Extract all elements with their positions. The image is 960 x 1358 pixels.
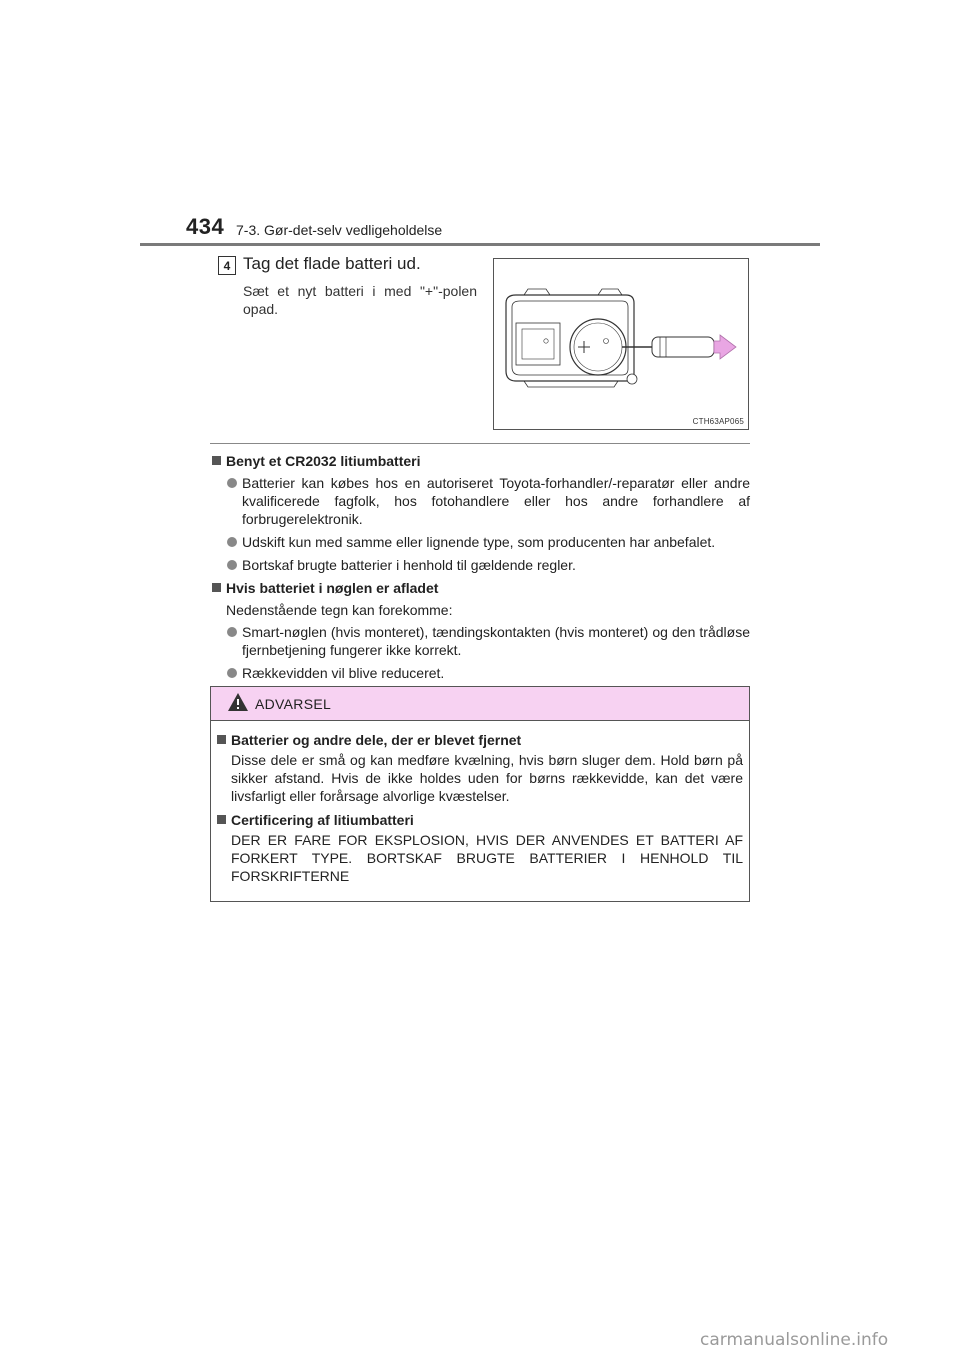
watermark: carmanualsonline.info (700, 1330, 889, 1350)
step-badge: 4 (218, 256, 236, 275)
notes-section (210, 452, 750, 687)
screwdriver-handle (652, 337, 714, 357)
step-description: Sæt et nyt batteri i med "+"-polen opad. (243, 283, 477, 317)
figure-code: CTH63AP065 (692, 417, 744, 426)
warning-label: ADVARSEL (255, 696, 332, 712)
list-item: Batterier kan købes hos en autoriseret Toyota-forhandler/-reparatør eller andre kvalificerede fagfolk, hos fotohandlere eller hos andre forhandlere af forbrugerelektronik. (210, 474, 750, 528)
header-rule (140, 243, 820, 246)
warning-item-heading: Certificering af litiumbatteri (211, 811, 743, 829)
step-title: Tag det flade batteri ud. (243, 254, 421, 273)
direction-arrow (714, 335, 736, 359)
section-heading: Benyt et CR2032 litiumbatteri (210, 452, 750, 470)
battery-removal-figure (493, 258, 749, 430)
warning-item-heading: Batterier og andre dele, der er blevet fjernet (211, 731, 743, 749)
list-item: Udskift kun med samme eller lignende type, som producenten har anbefalet. (210, 533, 750, 551)
page-number: 434 (186, 214, 225, 239)
list-item: Bortskaf brugte batterier i henhold til gældende regler. (210, 556, 750, 574)
warning-box (210, 686, 750, 902)
list-item: Smart-nøglen (hvis monteret), tændingskontakten (hvis monteret) og den trådløse fjernbetjening fungerer ikke korrekt. (210, 623, 750, 659)
list-item: Rækkevidden vil blive reduceret. (210, 664, 750, 682)
separator-rule (210, 443, 750, 444)
warning-body (211, 731, 751, 891)
key-fob-illustration (494, 259, 748, 429)
clip-knob (627, 374, 637, 384)
warning-item-text: Disse dele er små og kan medføre kvælning, hvis børn sluger dem. Hold børn på sikker afstand. Hvis de ikke holdes uden for børns rækkevidde, kan det være livsfarligt eller forårsage alvorlige kvæstelser. (231, 752, 743, 804)
warning-item-text: DER ER FARE FOR EKSPLOSION, HVIS DER ANVENDES ET BATTERI AF FORKERT TYPE. BORTSKAF BRUGTE BATTERIER I HENHOLD TIL FORSKRIFTERNE (231, 832, 743, 884)
section-intro: Nedenstående tegn kan forekomme: (226, 602, 453, 618)
warning-triangle-icon (227, 692, 249, 712)
section-heading: Hvis batteriet i nøglen er afladet (210, 579, 750, 597)
chapter-title: 7-3. Gør-det-selv vedligeholdelse (236, 222, 443, 238)
warning-header (211, 687, 749, 721)
